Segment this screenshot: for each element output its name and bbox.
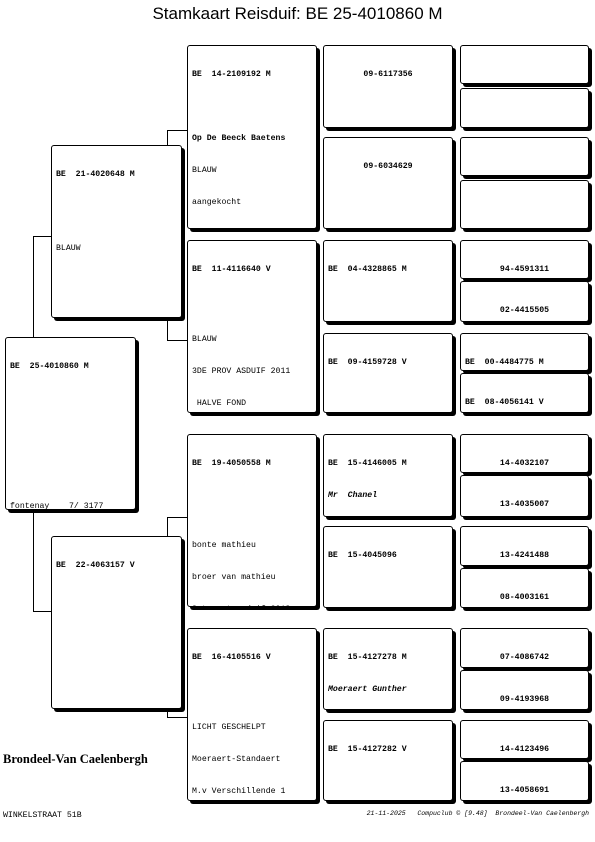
mother-mother-card[interactable] [187,628,317,801]
mf-line [192,605,312,607]
gen5-card[interactable] [460,475,589,517]
mf-line: broer van mathieu [192,572,276,582]
father-father-card[interactable] [187,45,317,229]
mff-owner: Mr Chanel [328,490,378,500]
mm-mother-card[interactable] [323,720,453,801]
gen5-card[interactable] [460,45,589,84]
mmmf-ring: 14-4123496 [499,744,550,754]
father-ring: BE 21-4020648 M [56,169,135,179]
mm-line: M.v Verschillende 1 [192,787,286,797]
ff-note: aangekocht [192,198,242,208]
gen5-card[interactable] [460,526,589,566]
mmm-ring: BE 15-4127282 V [328,744,407,754]
mm-ring: BE 16-4105516 V [192,652,271,662]
gen5-card[interactable] [460,180,589,229]
fmm-ring: BE 09-4159728 V [328,357,407,367]
mf-ring: BE 19-4050558 M [192,458,271,468]
main-ring: BE 25-4010860 M [10,361,89,371]
gen5-card[interactable] [460,628,589,668]
mf-father-card[interactable] [323,434,453,517]
breeder-info [3,731,148,842]
mf-line: bonte mathieu [192,540,256,550]
connector-line [167,517,187,518]
result-line: fontenay 7/ 3177 [10,501,104,510]
gen5-card[interactable] [460,761,589,801]
gen5-card[interactable] [460,281,589,322]
gen5-card[interactable] [460,373,589,413]
gen5-card[interactable] [460,137,589,176]
breeder-name: Brondeel-Van Caelenbergh [3,752,148,766]
mmfm-ring: 09-4193968 [499,694,550,704]
gen5-card[interactable] [460,568,589,608]
fm-mother-card[interactable] [323,333,453,413]
mfm-ring: BE 15-4045096 [328,550,397,560]
fm-ring: BE 11-4116640 V [192,264,271,274]
mff-ring: BE 15-4146005 M [328,458,407,468]
ff-color: BLAUW [192,165,217,175]
mfmf-ring: 13-4241488 [499,550,550,560]
mm-father-card[interactable] [323,628,453,710]
gen5-card[interactable] [460,88,589,128]
gen5-card[interactable] [460,434,589,473]
page-title: Stamkaart Reisduif: BE 25-4010860 M [152,4,443,23]
mm-line: LICHT GESCHELPT [192,722,266,732]
fmf-ring: BE 04-4328865 M [328,264,407,274]
fmfm-ring: 02-4415505 [499,305,550,315]
fmmm-ring: BE 08-4056141 V [465,397,544,407]
connector-line [167,130,187,131]
mmf-ring: BE 15-4127278 M [328,652,407,662]
main-pigeon-card[interactable] [5,337,136,510]
gen5-card[interactable] [460,670,589,710]
footer: 21-11-2025 Compuclub © [9.48] Brondeel-Van Caelenbergh [366,810,589,817]
mmf-owner: Moeraert Gunther [328,684,407,694]
gen5-card[interactable] [460,720,589,759]
gen5-card[interactable] [460,240,589,279]
mother-ring: BE 22-4063157 V [56,560,135,570]
connector-line [33,611,52,612]
fmff-ring: 94-4591311 [499,264,550,274]
breeder-street: WINKELSTRAAT 51B [3,811,82,820]
mfmm-ring: 08-4003161 [499,592,550,602]
mf-mother-card[interactable] [323,526,453,608]
gen5-card[interactable] [460,333,589,371]
mm-line: Moeraert-Standaert [192,754,281,764]
connector-line [33,236,52,237]
fm-line: BLAUW [192,334,217,344]
fm-line: HALVE FOND [192,399,247,409]
ff-owner: Op De Beeck Baetens [192,133,286,143]
ff-father-card[interactable] [323,45,453,128]
father-card[interactable] [51,145,182,318]
ffm-ring: 09-6034629 [363,161,413,171]
fff-ring: 09-6117356 [363,69,413,79]
mfff-ring: 14-4032107 [499,458,550,468]
connector-line [167,717,187,718]
mmmm-ring: 13-4058691 [499,785,550,795]
mother-father-card[interactable] [187,434,317,607]
mmff-ring: 07-4086742 [499,652,550,662]
father-mother-card[interactable] [187,240,317,413]
father-color: BLAUW [56,243,81,253]
connector-line [167,340,187,341]
fm-line: 3DE PROV ASDUIF 2011 [192,366,291,376]
mffm-ring: 13-4035007 [499,499,550,509]
ff-ring: BE 14-2109192 M [192,69,271,79]
ff-mother-card[interactable] [323,137,453,229]
mother-card[interactable] [51,536,182,709]
fm-father-card[interactable] [323,240,453,322]
fmmf-ring: BE 00-4484775 M [465,357,544,367]
